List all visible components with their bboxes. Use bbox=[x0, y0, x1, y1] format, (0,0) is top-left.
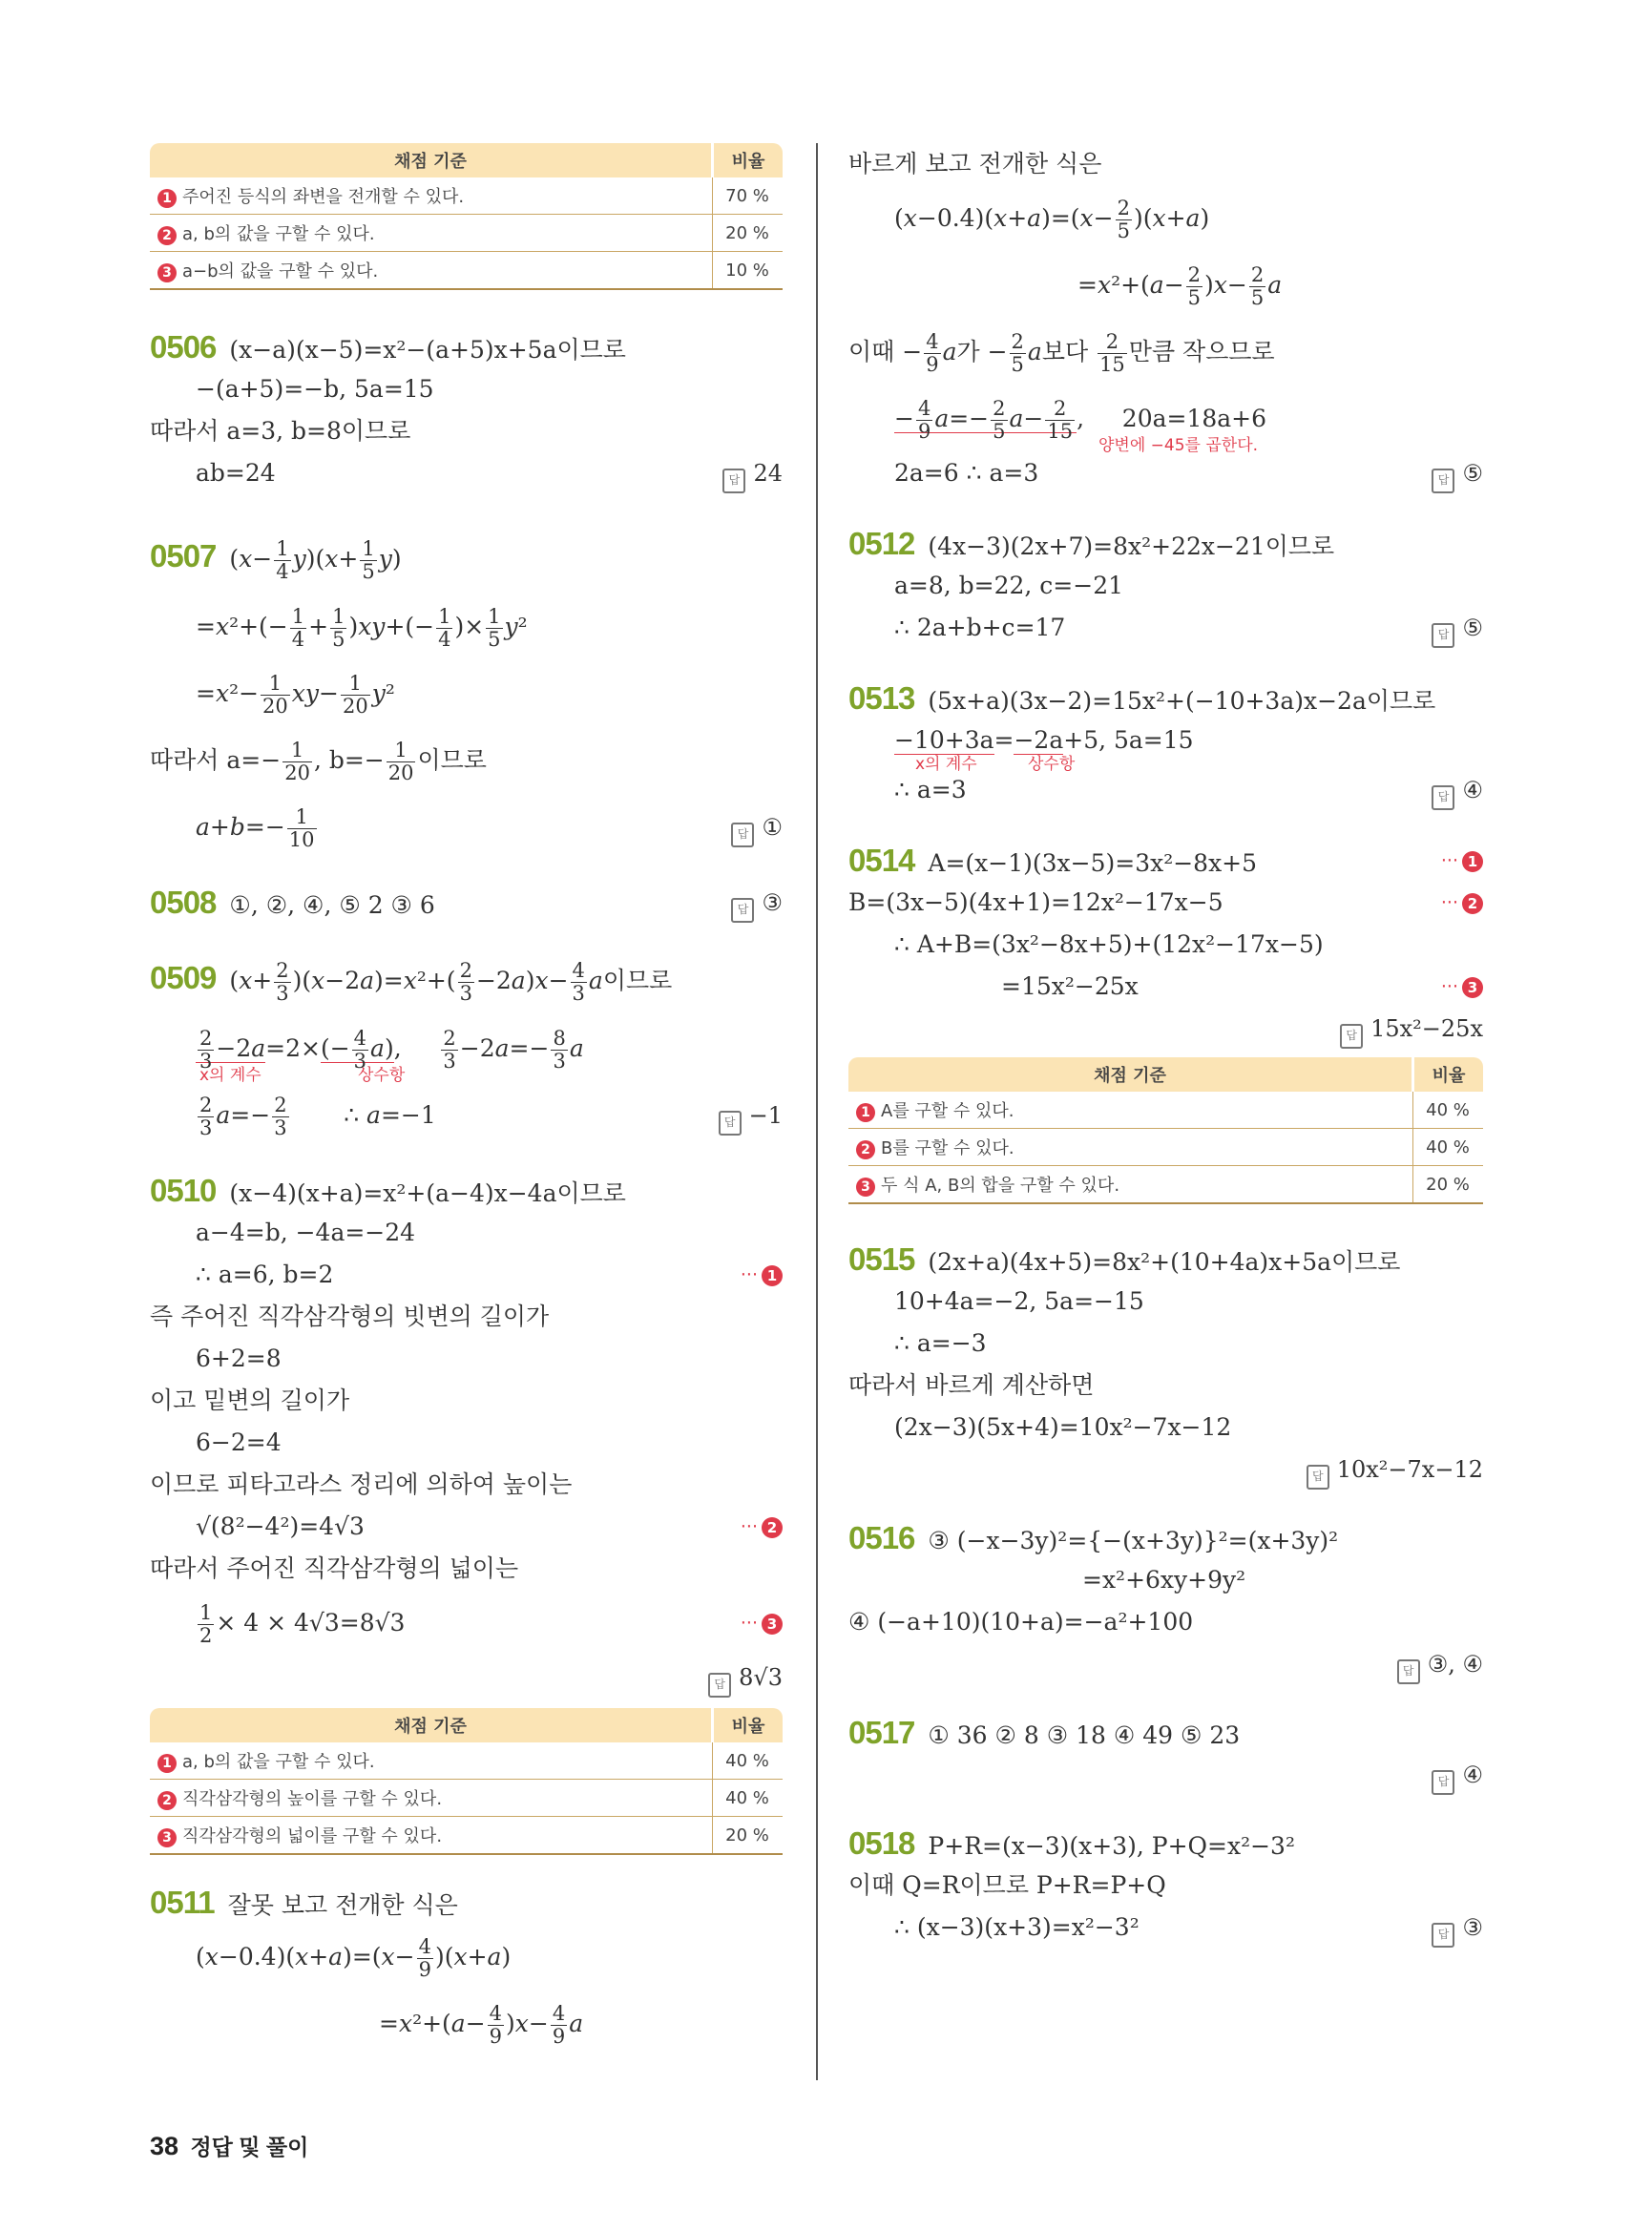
answer-value: 10x²−7x−12 bbox=[1336, 1456, 1483, 1483]
rubric-row bbox=[150, 215, 783, 252]
solution-line: ④ (−a+10)(10+a)=−a²+100 bbox=[848, 1608, 1194, 1636]
rubric-header-criterion: 채점 기준 bbox=[150, 143, 713, 177]
problem-number: 0506 bbox=[150, 329, 217, 365]
rubric-pct: 20 % bbox=[713, 215, 784, 252]
solution-line: (4x−3)(2x+7)=8x²+22x−21이므로 bbox=[928, 532, 1335, 560]
answer-icon: 답 bbox=[719, 1111, 742, 1136]
problem-number: 0510 bbox=[150, 1173, 217, 1208]
answer-value: −1 bbox=[748, 1102, 783, 1129]
math-expression: $\frac{2}{3}$ −2a=2×(− $\frac{4}{3}$ a), $\frac{2}{3}$ −2a=− $\frac{8}{3}$ a bbox=[150, 1015, 783, 1082]
answer-value: 15x²−25x bbox=[1370, 1015, 1483, 1042]
rubric-pct: 40 % bbox=[713, 1780, 784, 1817]
solution-line: −(a+5)=−b, 5a=15 bbox=[196, 375, 434, 403]
problem-number: 0512 bbox=[848, 526, 915, 561]
rubric-pct: 20 % bbox=[1413, 1166, 1484, 1204]
rubric-row bbox=[150, 1742, 783, 1780]
rubric-text: A를 구할 수 있다. bbox=[881, 1101, 1014, 1121]
answer bbox=[1397, 1643, 1483, 1685]
solution-line: ① 36 ② 8 ③ 18 ④ 49 ⑤ 23 bbox=[928, 1721, 1241, 1749]
annotation-note: x의 계수 bbox=[199, 1066, 261, 1085]
solution-line: 6+2=8 bbox=[196, 1345, 282, 1372]
step-marker: ··· 1 bbox=[1441, 840, 1483, 882]
problem-0511 bbox=[150, 1882, 783, 2057]
rubric-pct: 40 % bbox=[1413, 1129, 1484, 1166]
answer-icon: 답 bbox=[1432, 785, 1454, 810]
step-badge: 2 bbox=[1462, 893, 1483, 914]
rubric-text: 직각삼각형의 넓이를 구할 수 있다. bbox=[182, 1826, 443, 1846]
answer bbox=[731, 882, 783, 924]
solution-line: 따라서 주어진 직각삼각형의 넓이는 bbox=[150, 1554, 519, 1582]
problem-0510: 0510 (x−4)(x+a)=x²+(a−4)x−4a이므로 a−4=b, −4a=−24 ∴ a=6, b=2 ··· 1 즉 주어진 직각삼각형의 빗변의 길이가 6+2=8 이고 밑변의 길이가 6−2=4 이므로 피타고라스 정리에 의하여 높이는 √(8²−4²)=4√3 ··· 2 따라서 주어진 직각삼각형의 넓이는 $\frac{1}{2}$ × 4 × 4√3=8√3 ··· 3 답 8√3 bbox=[150, 1170, 783, 1699]
step-badge: 2 bbox=[157, 1791, 177, 1810]
rubric-text: a−b의 값을 구할 수 있다. bbox=[182, 261, 379, 281]
annotation-note: 상수항 bbox=[1028, 755, 1076, 774]
rubric-header-criterion: 채점 기준 bbox=[150, 1708, 713, 1742]
rubric-row bbox=[848, 1166, 1483, 1204]
annotation-note: 상수항 bbox=[358, 1066, 406, 1085]
step-badge: 1 bbox=[762, 1265, 783, 1286]
problem-number: 0513 bbox=[848, 680, 915, 716]
rubric-text: a, b의 값을 구할 수 있다. bbox=[182, 1752, 375, 1772]
rubric-pct: 10 % bbox=[713, 252, 784, 290]
answer-icon: 답 bbox=[1432, 1770, 1454, 1795]
solution-line: =15x²−25x bbox=[1001, 972, 1139, 1000]
rubric-header-ratio: 비율 bbox=[1413, 1057, 1484, 1092]
answer bbox=[1432, 1907, 1483, 1949]
step-badge: 1 bbox=[1462, 851, 1483, 872]
math-expression: − $\frac{4}{9}$ a=− $\frac{2}{5}$ a− $\frac{2}{15}$ bbox=[894, 405, 1077, 433]
solution-line: B=(3x−5)(4x+1)=12x²−17x−5 bbox=[848, 888, 1223, 916]
answer-icon: 답 bbox=[1432, 623, 1454, 648]
math-expression: =x²− $\frac{1}{20}$ xy− $\frac{1}{20}$ y² bbox=[196, 672, 395, 718]
answer-icon: 답 bbox=[1432, 469, 1454, 493]
answer bbox=[1340, 1008, 1483, 1050]
problem-0518 bbox=[848, 1823, 1483, 1949]
solution-line: 따라서 a=3, b=8이므로 bbox=[150, 417, 411, 445]
rubric-table-0505 bbox=[150, 143, 783, 290]
math-expression: (x−0.4̇)(x+a)=(x− $\frac{4}{9}$ )(x+a) bbox=[196, 1935, 512, 1981]
rubric-header-ratio: 비율 bbox=[713, 1708, 784, 1742]
math-term: = bbox=[993, 726, 1014, 754]
math-term: +5, 5a=15 bbox=[1063, 726, 1194, 754]
problem-0515 bbox=[848, 1239, 1483, 1491]
problem-number: 0509 bbox=[150, 960, 217, 995]
solution-line: ∴ a=6, b=2 bbox=[196, 1261, 334, 1288]
math-expression: (x+ $\frac{2}{3}$ )(x−2a)=x²+( $\frac{2}{3}$ −2a)x− $\frac{4}{3}$ a이므로 bbox=[229, 959, 673, 1005]
step-badge: 3 bbox=[1462, 977, 1483, 998]
math-expression: =x²+(− $\frac{1}{4}$ + $\frac{1}{5}$ )xy+(− $\frac{1}{4}$ )× $\frac{1}{5}$ y² bbox=[196, 605, 528, 651]
problem-0513 bbox=[848, 678, 1483, 811]
problem-0508 bbox=[150, 882, 783, 924]
rubric-table-0510 bbox=[150, 1708, 783, 1855]
answer-icon: 답 bbox=[1307, 1465, 1329, 1490]
answer-value: 8√3 bbox=[739, 1664, 783, 1691]
answer bbox=[1432, 452, 1483, 494]
answer bbox=[731, 794, 783, 861]
solution-line: 이때 Q=R이므로 P+R=P+Q bbox=[848, 1871, 1166, 1899]
solution-line: 즉 주어진 직각삼각형의 빗변의 길이가 bbox=[150, 1303, 550, 1330]
answer-value: 24 bbox=[753, 460, 783, 487]
answer-value: ① bbox=[762, 814, 783, 841]
problem-number: 0518 bbox=[848, 1825, 915, 1861]
problem-number: 0515 bbox=[848, 1241, 915, 1277]
problem-0517 bbox=[848, 1712, 1483, 1796]
math-expression: $\frac{2}{3}$ a=− $\frac{2}{3}$ ∴ a=−1 bbox=[199, 1094, 436, 1139]
solution-line: P+R=(x−3)(x+3), P+Q=x²−3² bbox=[928, 1832, 1295, 1860]
answer-icon: 답 bbox=[1340, 1024, 1363, 1049]
answer-value: ⑤ bbox=[1462, 460, 1483, 487]
answer bbox=[1432, 1754, 1483, 1796]
step-marker: ··· 1 bbox=[741, 1254, 783, 1296]
solution-line: ∴ a=−3 bbox=[894, 1329, 987, 1357]
solution-line: 이고 밑변의 길이가 bbox=[150, 1387, 350, 1414]
rubric-row bbox=[150, 1780, 783, 1817]
rubric-header-criterion: 채점 기준 bbox=[848, 1057, 1413, 1092]
answer bbox=[708, 1657, 783, 1699]
answer-value: ③ bbox=[1462, 1914, 1483, 1941]
problem-0512 bbox=[848, 523, 1483, 649]
solution-line: × 4 × 4√3=8√3 bbox=[216, 1609, 406, 1637]
solution-line: (2x−3)(5x+4)=10x²−7x−12 bbox=[894, 1413, 1232, 1441]
solution-line: =x²+6xy+9y² bbox=[1082, 1566, 1246, 1594]
step-marker: ··· 3 bbox=[741, 1590, 783, 1657]
solution-text: , b=− bbox=[313, 746, 385, 774]
right-column bbox=[848, 143, 1483, 1949]
math-term: −2a bbox=[1014, 726, 1064, 754]
answer-value: ④ bbox=[1462, 777, 1483, 803]
solution-line: √(8²−4²)=4√3 bbox=[196, 1512, 365, 1540]
math-expression: (x− $\frac{1}{4}$ y)(x+ $\frac{1}{5}$ y) bbox=[229, 537, 402, 583]
problem-0506 bbox=[150, 326, 783, 494]
solution-line: 따라서 바르게 계산하면 bbox=[848, 1371, 1095, 1399]
solution-line: ∴ (x−3)(x+3)=x²−3² bbox=[894, 1913, 1140, 1941]
rubric-row bbox=[150, 252, 783, 290]
step-badge: 2 bbox=[856, 1140, 875, 1159]
math-expression: (x−0.4)(x+a)=(x− $\frac{2}{5}$ )(x+a) bbox=[894, 197, 1210, 242]
math-expression: a+b=− $\frac{1}{10}$ bbox=[196, 805, 315, 851]
answer-value: ④ bbox=[1462, 1762, 1483, 1788]
rubric-text: 직각삼각형의 높이를 구할 수 있다. bbox=[182, 1789, 443, 1809]
rubric-pct: 20 % bbox=[713, 1817, 784, 1855]
solution-line: (5x+a)(3x−2)=15x²+(−10+3a)x−2a이므로 bbox=[928, 687, 1436, 715]
page-footer bbox=[150, 2130, 308, 2161]
rubric-text: B를 구할 수 있다. bbox=[881, 1138, 1014, 1158]
math-expression: 이때 − $\frac{4}{9}$ a가 − $\frac{2}{5}$ a보다 $\frac{2}{15}$ 만큼 작으므로 bbox=[848, 330, 1275, 376]
problem-0507: 0507 (x− $\frac{1}{4}$ y)(x+ $\frac{1}{5}$ y) =x²+(− $\frac{1}{4}$ + $\frac{1}{5}$ )xy+(− $\frac{1}{4}$ )× $\frac{1}{5}$ y² =x²− $\frac{1}{20}$ xy− $\frac{1}{20}$ y² 따라서 a=− $\frac{1}{20}$ , b=− $\frac{1}{20}$ 이므로 a+b=− $\frac{1}{10}$ 답 ① bbox=[150, 519, 783, 861]
solution-line: a−4=b, −4a=−24 bbox=[196, 1219, 416, 1246]
rubric-pct: 70 % bbox=[713, 177, 784, 215]
answer bbox=[722, 452, 783, 494]
rubric-header-ratio: 비율 bbox=[713, 143, 784, 177]
solution-line: ∴ A+B=(3x²−8x+5)+(12x²−17x−5) bbox=[894, 930, 1324, 958]
rubric-text: 주어진 등식의 좌변을 전개할 수 있다. bbox=[182, 187, 465, 207]
answer-icon: 답 bbox=[731, 823, 754, 847]
rubric-row bbox=[848, 1092, 1483, 1129]
step-marker: ··· 3 bbox=[1441, 966, 1483, 1008]
step-badge: 2 bbox=[762, 1517, 783, 1538]
step-badge: 3 bbox=[157, 263, 177, 282]
solution-line: ①, ②, ④, ⑤ 2 ③ 6 bbox=[229, 891, 435, 919]
problem-0509 bbox=[150, 941, 783, 1149]
problem-number: 0511 bbox=[150, 1885, 215, 1920]
step-badge: 1 bbox=[157, 1754, 177, 1773]
step-badge: 2 bbox=[157, 226, 177, 245]
solution-text: 따라서 a=− bbox=[150, 746, 282, 774]
problem-number: 0507 bbox=[150, 538, 217, 573]
answer bbox=[1432, 769, 1483, 811]
solution-line: 6−2=4 bbox=[196, 1428, 282, 1456]
solution-text: 20a=18a+6 bbox=[1121, 405, 1267, 432]
rubric-text: 두 식 A, B의 합을 구할 수 있다. bbox=[881, 1176, 1120, 1196]
step-marker: ··· 2 bbox=[1441, 882, 1483, 924]
solution-line: 잘못 보고 전개한 식은 bbox=[227, 1891, 458, 1919]
footer-label: 정답 및 풀이 bbox=[190, 2135, 309, 2159]
step-marker: ··· 2 bbox=[741, 1506, 783, 1548]
rubric-row bbox=[848, 1129, 1483, 1166]
annotation-note: 양변에 −45를 곱한다. bbox=[1098, 436, 1259, 455]
answer-icon: 답 bbox=[1432, 1923, 1454, 1948]
answer-value: ③, ④ bbox=[1427, 1651, 1483, 1678]
annotation-note: x의 계수 bbox=[915, 755, 977, 774]
problem-0516 bbox=[848, 1517, 1483, 1685]
solution-line: (x−a)(x−5)=x²−(a+5)x+5a이므로 bbox=[229, 336, 626, 364]
step-badge: 1 bbox=[157, 189, 177, 208]
answer-icon: 답 bbox=[708, 1673, 731, 1698]
solution-line: (x−4)(x+a)=x²+(a−4)x−4a이므로 bbox=[229, 1179, 626, 1207]
solution-line: a=8, b=22, c=−21 bbox=[894, 572, 1124, 599]
solution-line: 바르게 보고 전개한 식은 bbox=[848, 150, 1102, 177]
solution-line: 이므로 피타고라스 정리에 의하여 높이는 bbox=[150, 1470, 573, 1498]
answer bbox=[1307, 1449, 1483, 1491]
math-expression: =x²+(a− $\frac{2}{5}$ )x− $\frac{2}{5}$ a bbox=[1077, 263, 1283, 309]
math-term: −10+3a bbox=[894, 726, 994, 754]
rubric-row bbox=[150, 1817, 783, 1855]
answer-icon: 답 bbox=[722, 469, 745, 493]
answer-value: ③ bbox=[762, 889, 783, 916]
answer-icon: 답 bbox=[731, 898, 754, 923]
rubric-row bbox=[150, 177, 783, 215]
step-badge: 1 bbox=[856, 1103, 875, 1122]
problem-0514 bbox=[848, 840, 1483, 1050]
problem-number: 0508 bbox=[150, 885, 217, 920]
rubric-text: a, b의 값을 구할 수 있다. bbox=[182, 224, 375, 244]
column-divider bbox=[816, 143, 818, 2080]
solution-line: ∴ a=3 bbox=[894, 776, 967, 803]
answer bbox=[719, 1082, 783, 1149]
step-badge: 3 bbox=[856, 1178, 875, 1197]
step-badge: 3 bbox=[157, 1828, 177, 1847]
solution-text: 이므로 bbox=[417, 746, 487, 774]
solution-line: ③ (−x−3y)²={−(x+3y)}²=(x+3y)² bbox=[928, 1527, 1339, 1554]
rubric-pct: 40 % bbox=[713, 1742, 784, 1780]
answer-icon: 답 bbox=[1397, 1659, 1420, 1684]
page-number: 38 bbox=[150, 2132, 179, 2160]
answer-value: ⑤ bbox=[1462, 615, 1483, 641]
rubric-pct: 40 % bbox=[1413, 1092, 1484, 1129]
problem-number: 0517 bbox=[848, 1715, 915, 1750]
problem-number: 0516 bbox=[848, 1520, 915, 1555]
solution-line: ∴ 2a+b+c=17 bbox=[894, 614, 1066, 641]
solution-line: A=(x−1)(3x−5)=3x²−8x+5 bbox=[928, 849, 1258, 877]
solution-line: 2a=6 ∴ a=3 bbox=[894, 459, 1039, 487]
solution-line: 10+4a=−2, 5a=−15 bbox=[894, 1287, 1144, 1315]
solution-line: ab=24 bbox=[196, 459, 276, 487]
left-column bbox=[150, 143, 783, 2057]
math-expression: =x²+(a− $\frac{4}{9}$ )x− $\frac{4}{9}$ a bbox=[379, 2002, 584, 2048]
solution-line: (2x+a)(4x+5)=8x²+(10+4a)x+5a이므로 bbox=[928, 1248, 1401, 1276]
problem-0511-continued: 바르게 보고 전개한 식은 (x−0.4)(x+a)=(x− $\frac{2}{5}$ )(x+a) =x²+(a− $\frac{2}{5}$ )x− $\frac{2}{5}$ a 이때 − $\frac{4}{9}$ a가 − $\frac{2}{5}$ a보다 $\frac{2}{15}$ 만큼 작으므로 − $\frac{4}{9}$ a=− $\frac{2}{5}$ a− $\frac{2}{15}$ , 20a=18a+6 양변에 −45를 곱한다. 2a=6 ∴ a=3 답 ⑤ bbox=[848, 143, 1483, 494]
step-badge: 3 bbox=[762, 1614, 783, 1635]
rubric-table-0514 bbox=[848, 1057, 1483, 1204]
answer bbox=[1432, 607, 1483, 649]
problem-number: 0514 bbox=[848, 843, 915, 878]
